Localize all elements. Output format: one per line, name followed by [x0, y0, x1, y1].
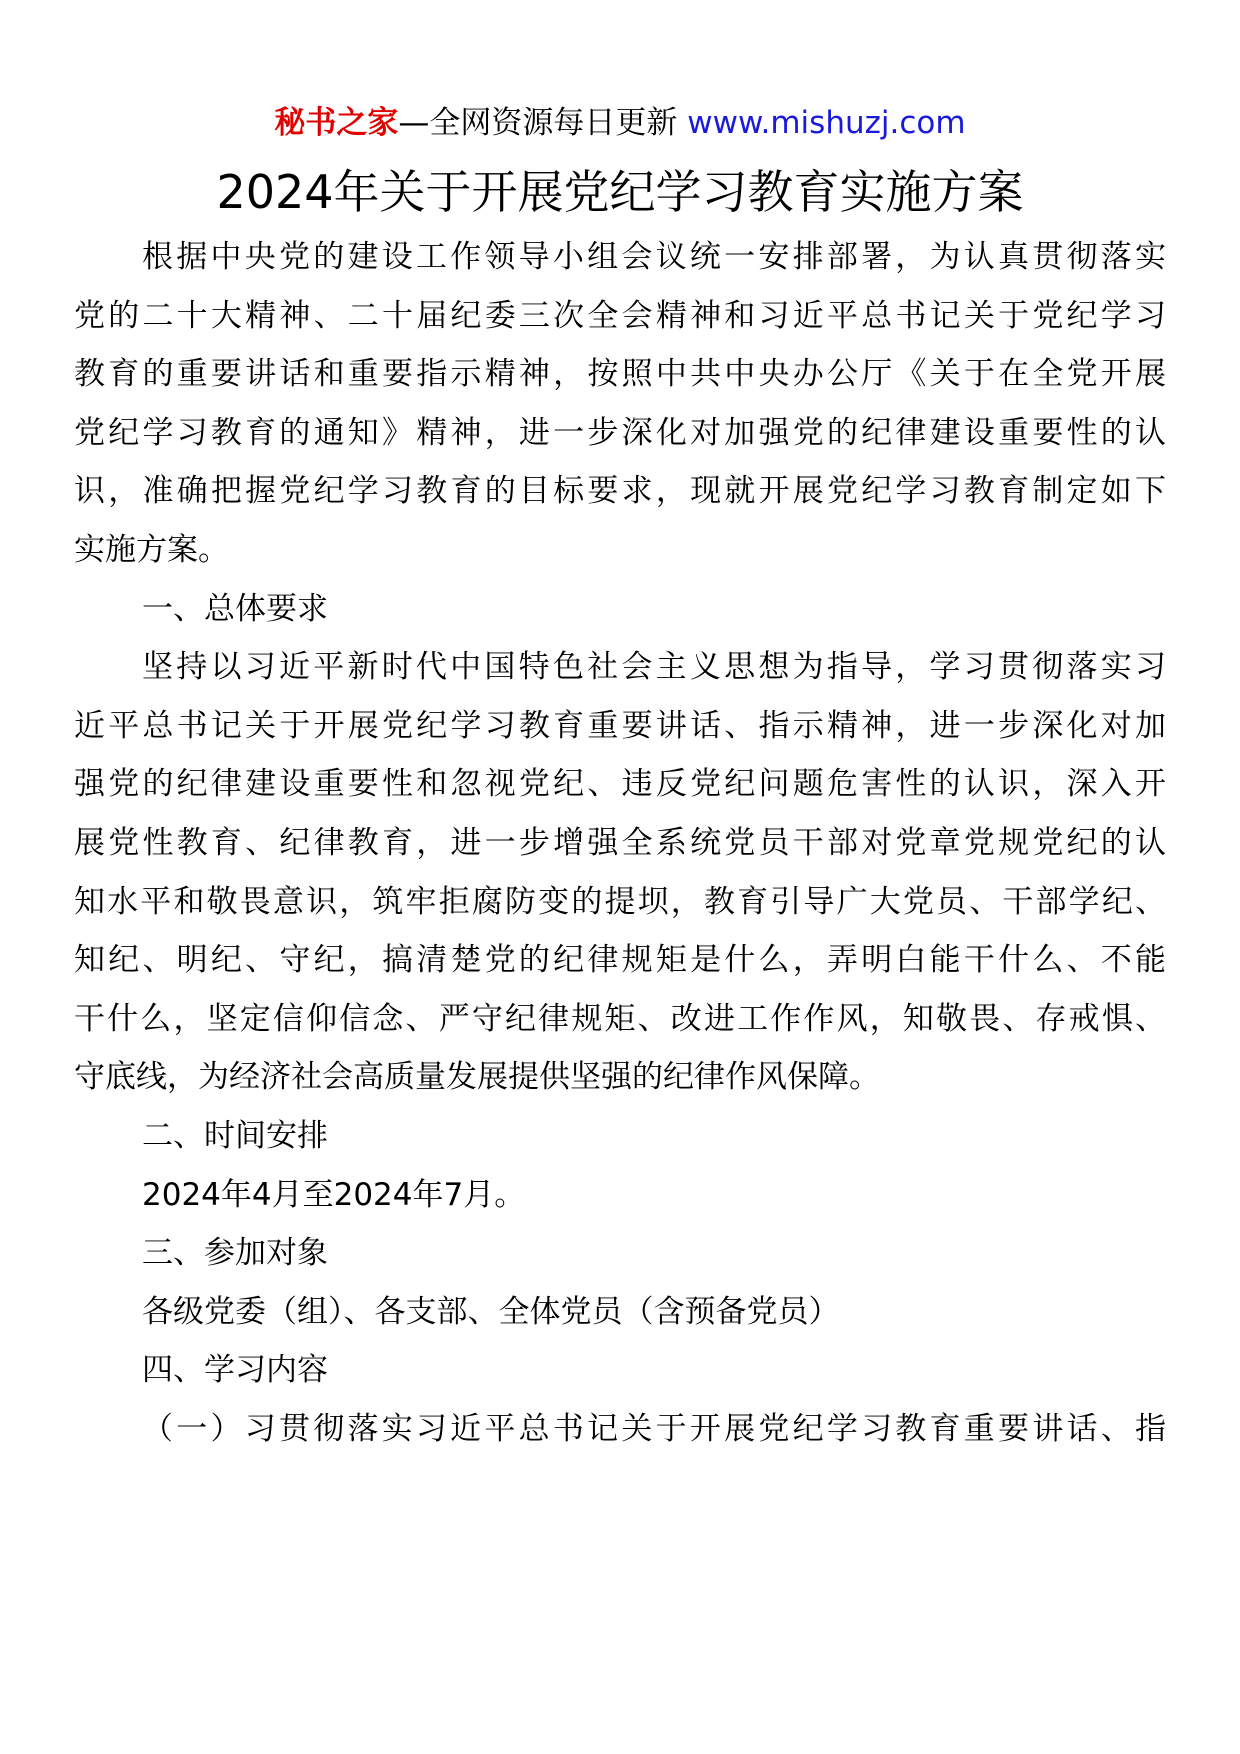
- body-line: 党的二十大精神、二十届纪委三次全会精神和习近平总书记关于党纪学习: [74, 297, 1166, 334]
- body-line: 党纪学习教育的通知》精神，进一步深化对加强党的纪律建设重要性的认: [74, 414, 1166, 451]
- section-heading: 四、学习内容: [142, 1352, 328, 1389]
- body-line: 守底线，为经济社会高质量发展提供坚强的纪律作风保障。: [74, 1059, 880, 1096]
- document-title: 2024年关于开展党纪学习教育实施方案: [216, 165, 1024, 219]
- body-line: 根据中央党的建设工作领导小组会议统一安排部署，为认真贯彻落实: [142, 239, 1166, 275]
- section-heading: 三、参加对象: [142, 1235, 328, 1272]
- body-line: 知纪、明纪、守纪，搞清楚党的纪律规矩是什么，弄明白能干什么、不能: [74, 942, 1166, 979]
- body-line: 2024年4月至2024年7月。: [142, 1176, 526, 1213]
- body-line: 各级党委（组）、各支部、全体党员（含预备党员）: [142, 1293, 840, 1330]
- body-line: 坚持以习近平新时代中国特色社会主义思想为指导，学习贯彻落实习: [142, 649, 1166, 686]
- body-line: 知水平和敬畏意识，筑牢拒腐防变的提坝，教育引导广大党员、干部学纪、: [74, 883, 1166, 920]
- section-heading: 一、总体要求: [142, 590, 328, 627]
- site-banner: [0, 101, 1240, 145]
- body-line: 实施方案。: [74, 531, 229, 568]
- body-line: 展党性教育、纪律教育，进一步增强全系统党员干部对党章党规党纪的认: [74, 824, 1166, 861]
- body-line: 识，准确把握党纪学习教育的目标要求，现就开展党纪学习教育制定如下: [74, 473, 1166, 510]
- body-line: 教育的重要讲话和重要指示精神，按照中共中央办公厅《关于在全党开展: [74, 356, 1166, 393]
- body-line: 干什么，坚定信仰信念、严守纪律规矩、改进工作作风，知敬畏、存戒惧、: [74, 1000, 1166, 1037]
- document-body: [74, 228, 1166, 1458]
- site-url-link[interactable]: www.mishuzj.com: [687, 105, 966, 141]
- site-tagline: —全网资源每日更新: [398, 105, 678, 141]
- section-heading: 二、时间安排: [142, 1117, 328, 1154]
- body-line: 近平总书记关于开展党纪学习教育重要讲话、指示精神，进一步深化对加: [74, 707, 1166, 744]
- subsection-heading: （一）习贯彻落实习近平总书记关于开展党纪学习教育重要讲话、指: [142, 1410, 1166, 1447]
- site-name: 秘书之家: [274, 105, 399, 141]
- body-line: 强党的纪律建设重要性和忽视党纪、违反党纪问题危害性的认识，深入开: [74, 766, 1166, 803]
